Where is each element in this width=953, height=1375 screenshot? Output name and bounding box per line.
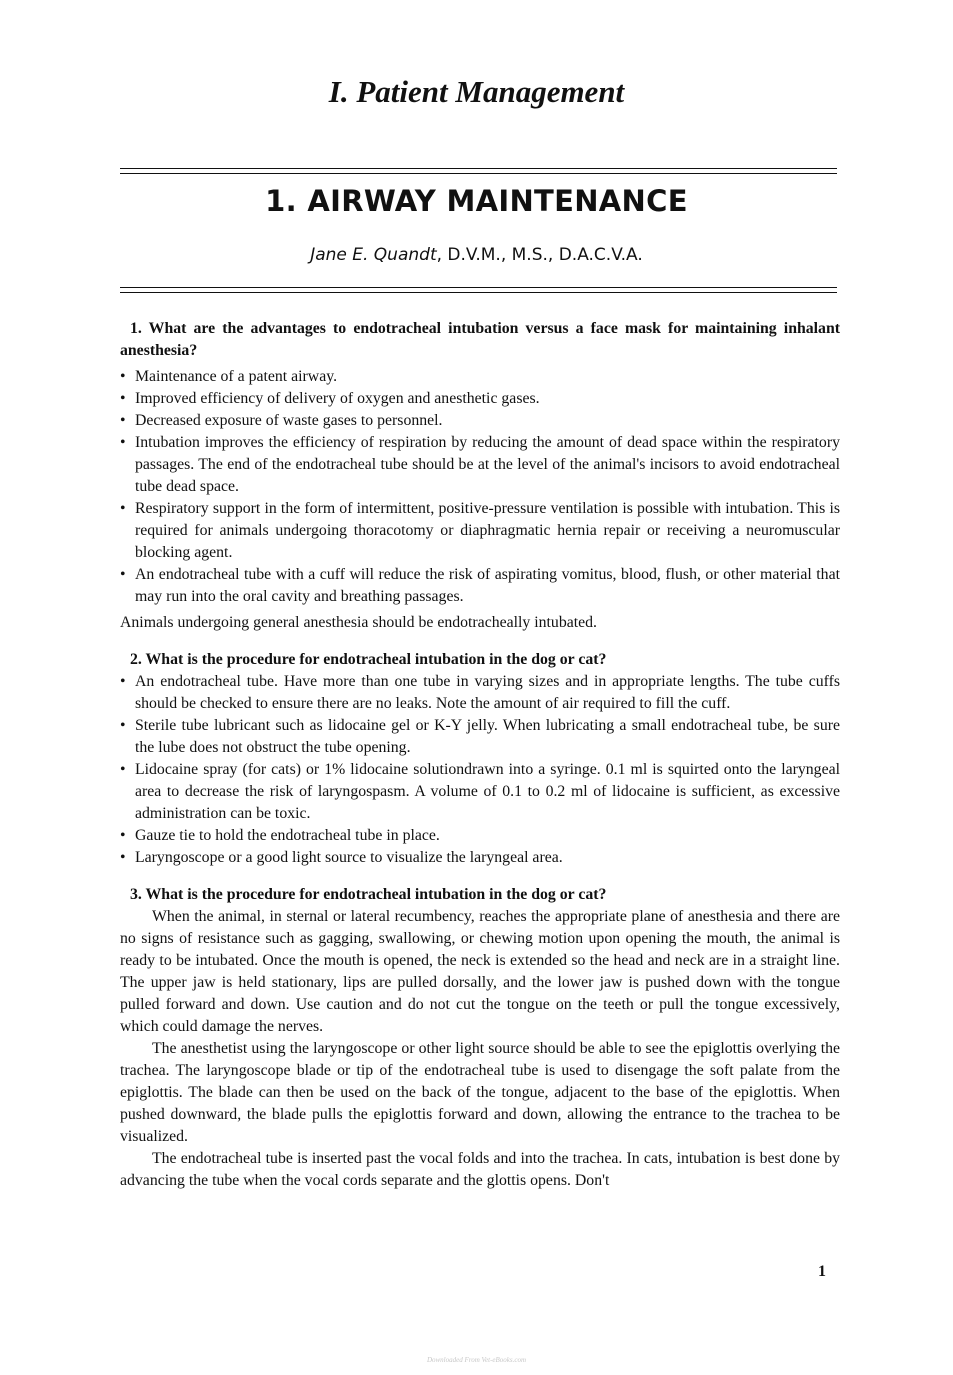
page-body	[120, 318, 840, 1192]
author-name: Jane E. Quandt	[310, 245, 437, 265]
list-item: • Lidocaine spray (for cats) or 1% lidocaine solutiondrawn into a syringe. 0.1 ml is squirted onto the laryngeal area to decrease the risk of laryngospasm. A volume of 0.1 to 0.2 ml of lidocaine is sufficient, as excessive administration can be toxic.	[120, 759, 840, 825]
question-1-answer-list	[120, 366, 840, 608]
question-3-paragraph: The endotracheal tube is inserted past the vocal folds and into the trachea. In cats, intubation is best done by advancing the tube when the vocal cords separate and the glottis opens. Don't	[120, 1150, 840, 1189]
list-item: • Maintenance of a patent airway.	[120, 366, 840, 388]
top-double-rule	[120, 168, 837, 174]
author-credentials: , D.V.M., M.S., D.A.C.V.A.	[436, 245, 643, 265]
chapter-title: 1. AIRWAY MAINTENANCE	[265, 184, 688, 218]
question-2: 2. What is the procedure for endotracheal intubation in the dog or cat?	[130, 651, 607, 668]
question-3: 3. What is the procedure for endotracheal intubation in the dog or cat?	[130, 886, 607, 903]
bottom-double-rule	[120, 287, 837, 293]
question-3-paragraph: The anesthetist using the laryngoscope or other light source should be able to see the epiglottis overlying the trachea. The laryngoscope blade or tip of the endotracheal tube is used to disengage the soft palate from the epiglottis. The blade can then be used on the back of the tongue, adjacent to the base of the epiglottis. When pushed downward, the blade pulls the epiglottis forward and down, allowing the entrance to the trachea to be visualized.	[120, 1040, 840, 1145]
list-item: • An endotracheal tube with a cuff will reduce the risk of aspirating vomitus, blood, flush, or other material that may run into the oral cavity and breathing passages.	[120, 564, 840, 608]
page-number: 1	[818, 1263, 826, 1280]
list-item: • An endotracheal tube. Have more than one tube in varying sizes and in appropriate lengths. The tube cuffs should be checked to ensure there are no leaks. Note the amount of air required to fill the cuff.	[120, 671, 840, 715]
question-2-answer-list	[120, 671, 840, 869]
list-item: • Improved efficiency of delivery of oxygen and anesthetic gases.	[120, 388, 840, 410]
part-title: I. Patient Management	[328, 74, 625, 109]
list-item: • Intubation improves the efficiency of respiration by reducing the amount of dead space within the respiratory passages. The end of the endotracheal tube should be at the level of the animal's incisors to avoid endotracheal tube dead space.	[120, 432, 840, 498]
list-item: • Sterile tube lubricant such as lidocaine gel or K-Y jelly. When lubricating a small endotracheal tube, be sure the lube does not obstruct the tube opening.	[120, 715, 840, 759]
question-1-conclusion: Animals undergoing general anesthesia should be endotracheally intubated.	[120, 614, 597, 631]
chapter-author	[0, 245, 953, 265]
list-item: • Respiratory support in the form of intermittent, positive-pressure ventilation is possible with intubation. This is required for animals undergoing thoracotomy or diaphragmatic hernia repair or receiving a neuromuscular blocking agent.	[120, 498, 840, 564]
list-item: • Gauze tie to hold the endotracheal tube in place.	[120, 825, 840, 847]
question-3-paragraph: When the animal, in sternal or lateral recumbency, reaches the appropriate plane of anesthesia and there are no signs of resistance such as gagging, swallowing, or chewing motion upon opening the mouth, the animal is ready to be intubated. Once the mouth is opened, the neck is extended so the head and neck are in a straight line. The upper jaw is held stationary, lips are pulled dorsally, and the lower jaw is pushed down with the tongue pulled forward and down. Use caution and do not cut the tongue on the teeth or pull the tongue excessively, which could damage the nerves.	[120, 908, 840, 1035]
list-item: • Laryngoscope or a good light source to visualize the laryngeal area.	[120, 847, 840, 869]
question-1: 1. What are the advantages to endotracheal intubation versus a face mask for maintaining inhalant anesthesia?	[120, 320, 840, 359]
list-item: • Decreased exposure of waste gases to personnel.	[120, 410, 840, 432]
download-watermark: Downloaded From Vet-eBooks.com	[426, 1356, 527, 1364]
